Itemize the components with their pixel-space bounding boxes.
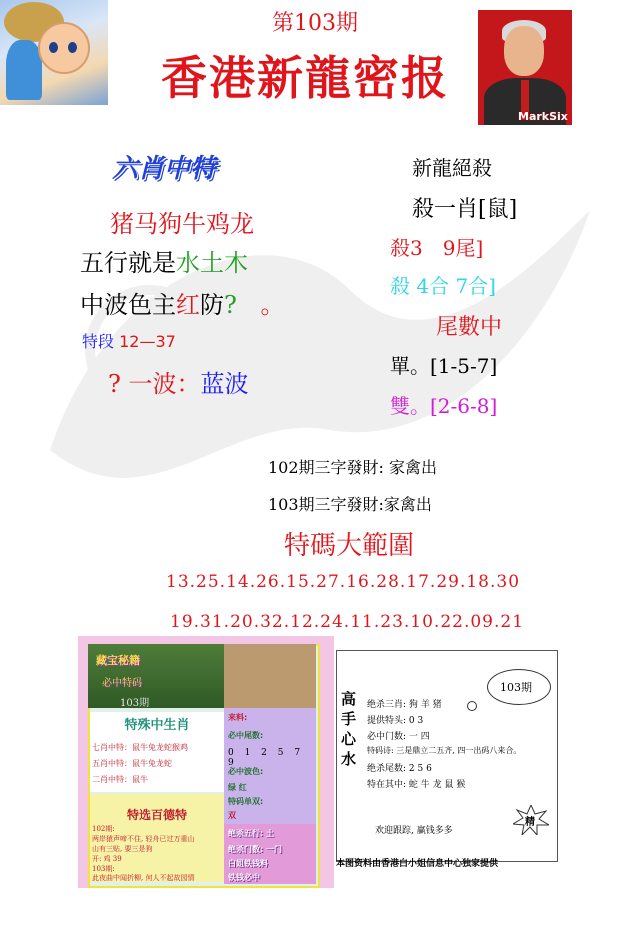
poem-row: 开: 鸡 39 [92, 855, 122, 863]
wave-value: 绿 红 [228, 783, 247, 792]
even-tails: 雙。[2-6-8] [390, 394, 498, 418]
poem-row: 此夜曲中闻折柳, 何人不起故园情 [92, 874, 195, 882]
page-title: 香港新龍密报 [161, 51, 449, 105]
parity-value: 双 [228, 811, 236, 820]
pink-row: 白姐铁钱料 [228, 859, 268, 868]
pink-row: 铁钱必中 [228, 873, 260, 882]
kill-tail: 殺3 9尾] [390, 236, 484, 260]
treasure-photo [224, 644, 316, 708]
banner-sub: 必中特码 [102, 678, 142, 689]
farewell-text: 欢迎跟踪, 赢钱多多 [375, 826, 453, 836]
expert-row: 必中门数: 一 四 [367, 732, 430, 742]
range-numbers-row2: 19.31.20.32.12.24.11.23.10.22.09.21 [170, 612, 525, 632]
kill-combo: 殺 4合 7合] [390, 274, 496, 298]
zodiac-section-title: 特殊中生肖 [124, 718, 190, 733]
special-range-label: 特段 [82, 332, 115, 351]
pink-row: 绝杀五行: 土 [228, 829, 274, 838]
zodiac-row: 二肖中特：鼠牛 [92, 775, 148, 784]
wave-answer-line [108, 364, 249, 399]
wave-answer-mid: 一波： [128, 370, 201, 398]
banner-title: 藏宝秘籍 [96, 654, 140, 667]
vertical-char: 手 [341, 710, 357, 728]
wave-label: 必中波色: [228, 767, 264, 776]
issue-number: 第103期 [272, 11, 358, 36]
poem-section [90, 794, 224, 882]
wave-question: ? [224, 291, 237, 319]
range-numbers-row1: 13.25.14.26.15.27.16.28.17.29.18.30 [166, 572, 521, 592]
expert-row: 特码诗: 三是鼎立二五齐, 四一出码八来合。 [367, 746, 522, 755]
expert-vertical-title [341, 689, 357, 769]
pink-panel [224, 824, 316, 884]
wave-end: 。 [260, 291, 285, 319]
zodiac-row: 七肖中特：鼠牛兔龙蛇猴鸡 [92, 743, 188, 752]
expert-row: 提供特头: 0 3 [367, 716, 424, 726]
special-range [82, 329, 176, 352]
cloud-text: 103期 [500, 681, 532, 694]
banner-issue: 103期 [120, 698, 150, 709]
issue-cloud [487, 669, 551, 705]
tail-title: 尾數中 [436, 315, 503, 340]
wuxing-value: 水土木 [176, 249, 248, 277]
marksix-logo: MarkSix [518, 110, 568, 123]
wave-line [80, 285, 285, 320]
tail-label: 必中尾数: [228, 731, 264, 740]
kill-title: 新龍絕殺 [412, 156, 492, 180]
tail-digits: 0 1 2 5 7 9 [228, 748, 305, 768]
expert-row: 特在其中: 蛇 牛 龙 鼠 猴 [367, 780, 466, 790]
vertical-char: 高 [341, 690, 357, 708]
zodiac-row: 五肖中特：鼠牛兔龙蛇 [92, 759, 172, 768]
wuxing-prefix: 五行就是 [80, 249, 176, 277]
source-column [224, 708, 316, 884]
pink-row: 绝杀门数: 一门 [228, 845, 282, 854]
treasure-card [78, 636, 334, 888]
zodiac-section [90, 712, 224, 792]
poem-section-title: 特选百德特 [126, 808, 187, 822]
wave-suffix: 防 [200, 291, 224, 319]
poem-row: 102期: [92, 825, 115, 833]
starburst-stamp-icon [513, 805, 549, 835]
cartoon-image [0, 0, 108, 105]
vertical-char: 水 [341, 750, 357, 768]
expert-row: 绝杀三肖: 狗 羊 猪 [367, 700, 442, 710]
range-title: 特碼大範圍 [284, 531, 415, 561]
parity-label: 特码单双: [228, 797, 264, 806]
poem-row: 103期: [92, 865, 115, 873]
odd-tails: 單。[1-5-7] [390, 354, 498, 378]
portrait-photo [478, 10, 572, 125]
six-zodiac-title: 六肖中特 [112, 154, 217, 184]
source-head: 来料: [228, 713, 248, 722]
source-footer: 本图资料由香港白小姐信息中心独家提供 [336, 859, 499, 869]
special-range-value: 12—37 [119, 332, 176, 351]
cloud-bubble [467, 701, 477, 711]
vertical-char: 心 [341, 730, 357, 748]
wave-red: 红 [176, 291, 200, 319]
expert-row: 绝杀尾数: 2 5 6 [367, 764, 432, 774]
wuxing-line [80, 243, 248, 278]
stamp-text: 精 [525, 817, 535, 828]
wave-answer-blue: 蓝波 [200, 370, 249, 398]
zodiac-list: 猪马狗牛鸡龙 [110, 210, 254, 238]
poem-row: 两岸猿声啼不住, 轻舟已过万重山 [92, 835, 195, 843]
wave-answer-q: ? [108, 370, 121, 398]
poem-row: 山有三贴, 要三是狗 [92, 845, 153, 853]
prev-issue-hint: 102期三字發財: 家禽出 [268, 458, 438, 477]
expert-card [336, 650, 558, 862]
curr-issue-hint: 103期三字發財:家禽出 [268, 495, 432, 514]
kill-zodiac: 殺一肖[鼠] [412, 197, 518, 222]
wave-prefix: 中波色主 [80, 291, 176, 319]
treasure-banner [88, 644, 224, 708]
